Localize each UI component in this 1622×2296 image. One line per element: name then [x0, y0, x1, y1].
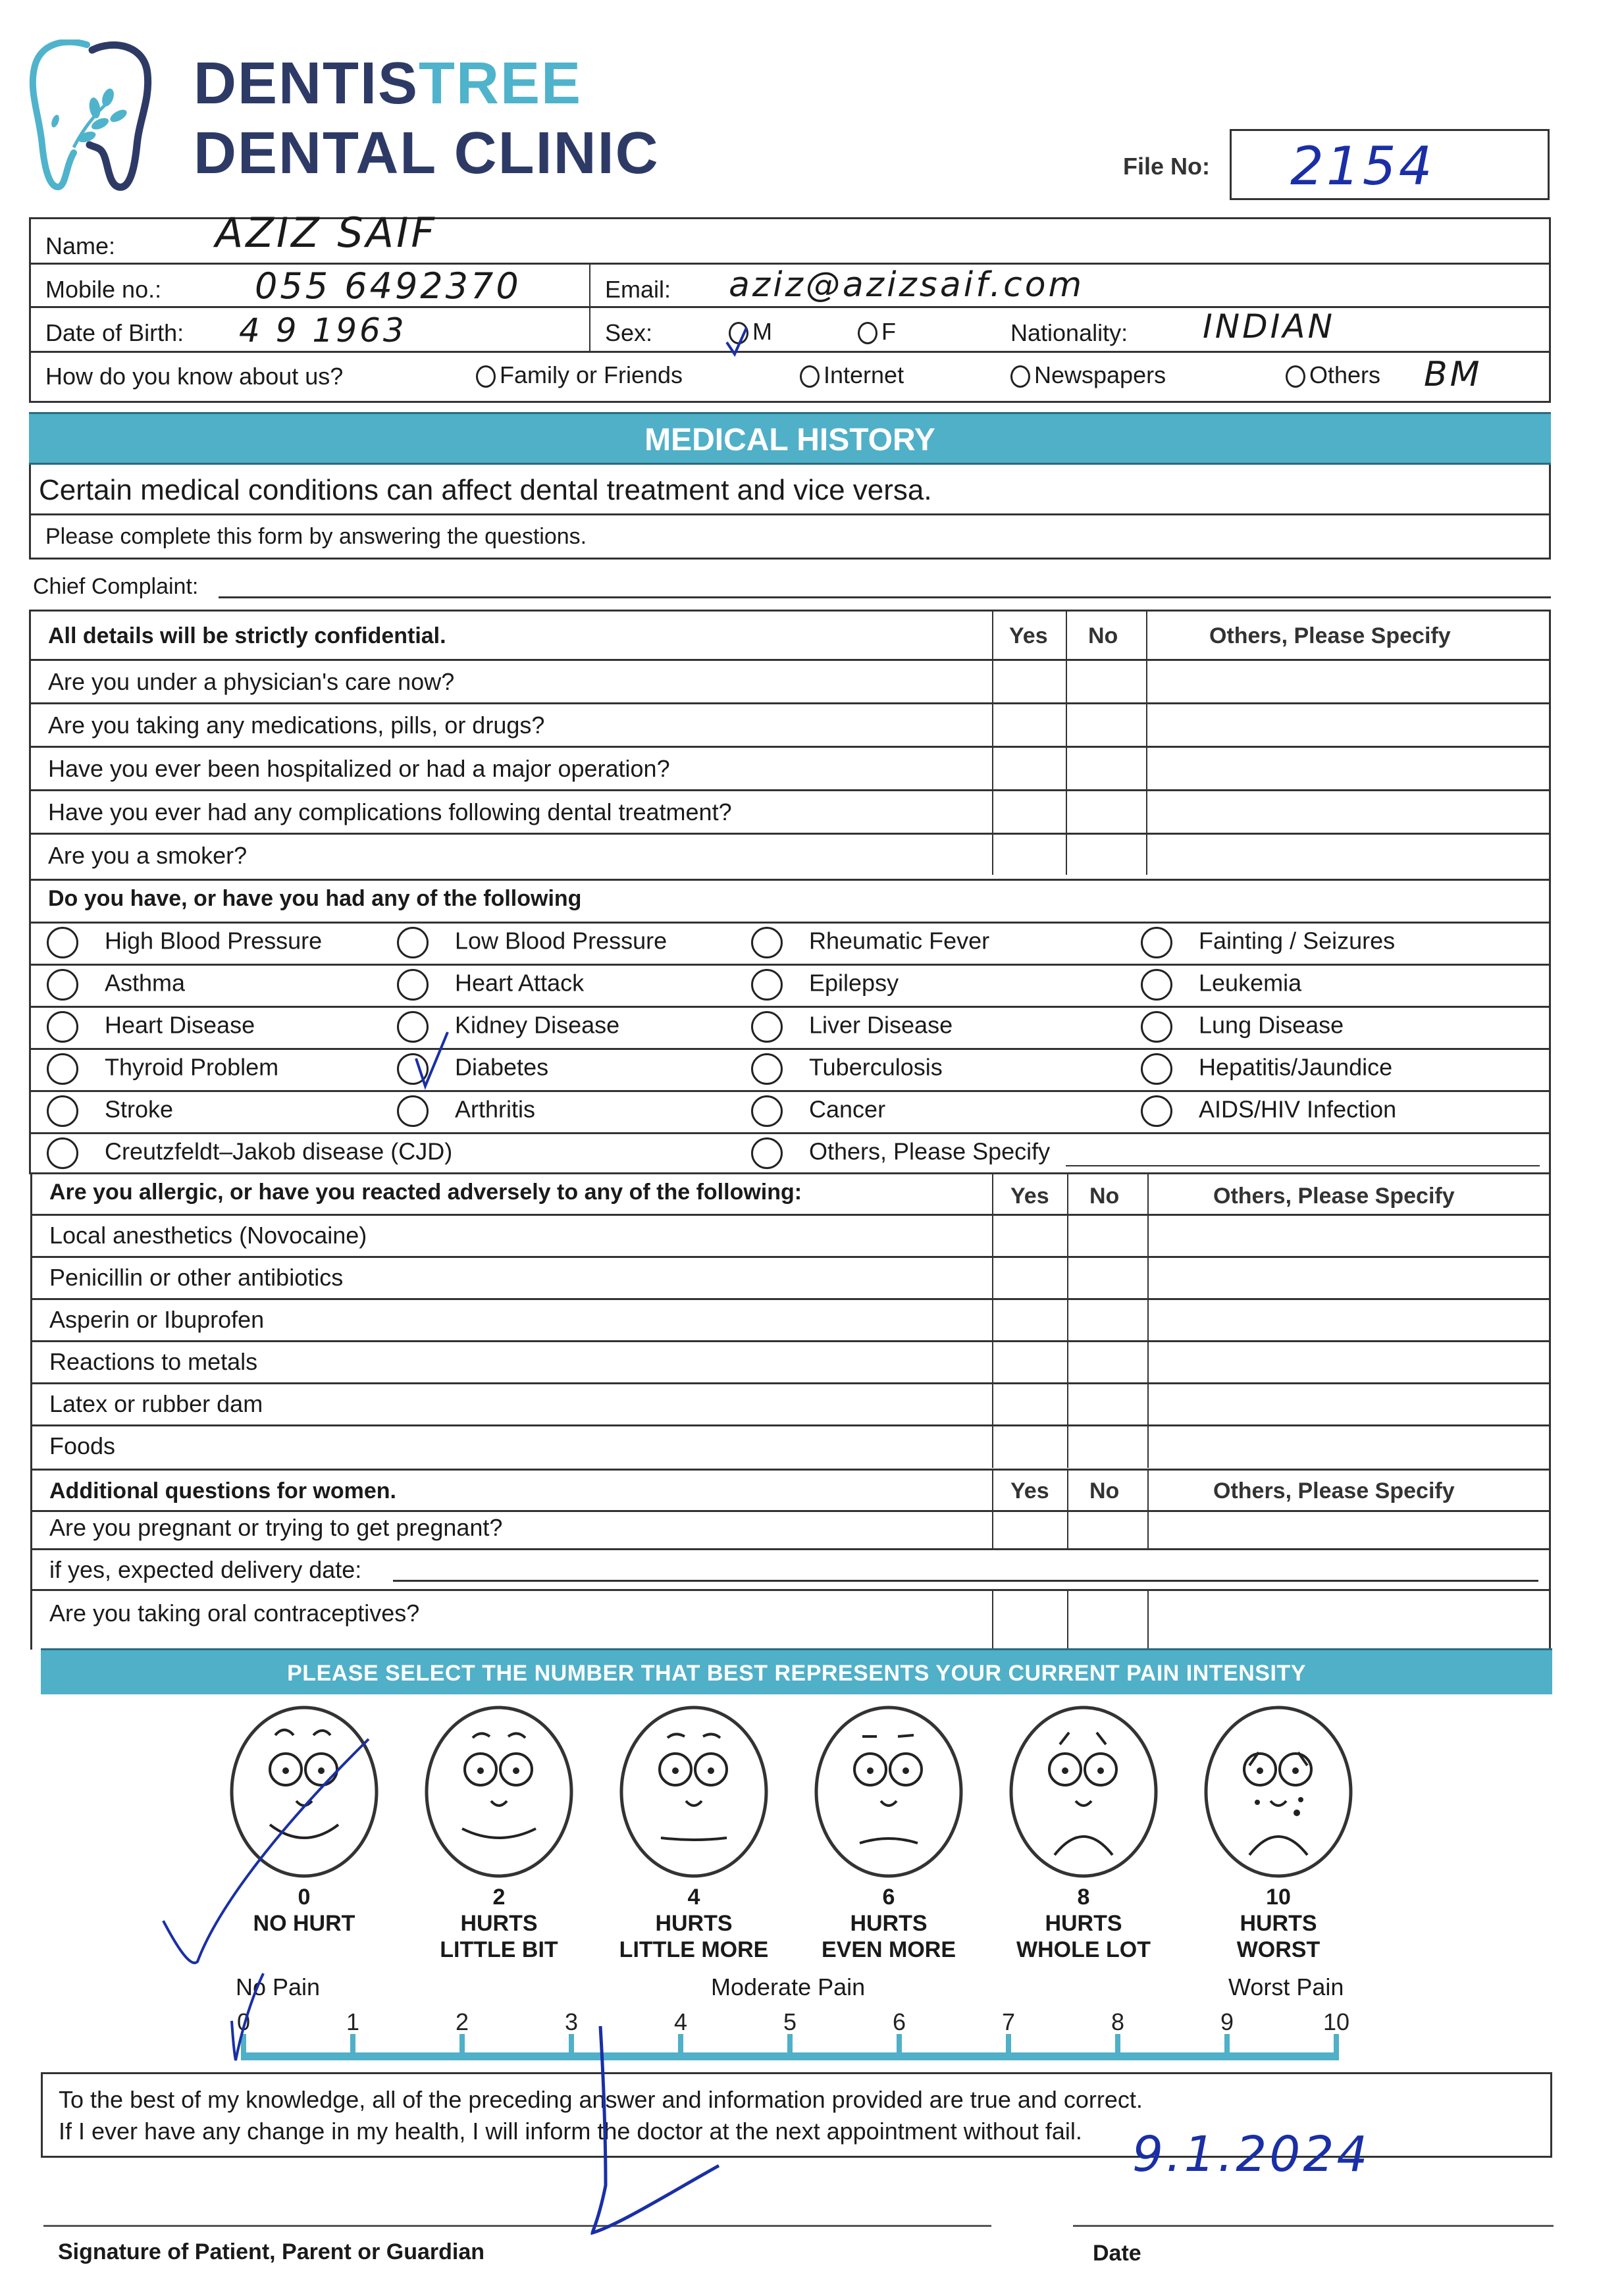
- scale-label-worst-pain: Worst Pain: [1228, 1973, 1344, 2000]
- yes-cell[interactable]: [993, 748, 1064, 787]
- divider: [1067, 1510, 1068, 1548]
- scale-number-2: 2: [455, 2008, 469, 2035]
- referral-option-family[interactable]: Family or Friends: [476, 361, 683, 389]
- scale-label-moderate-pain: Moderate Pain: [711, 1973, 866, 2000]
- col-no: No: [1089, 1184, 1120, 1209]
- no-cell[interactable]: [1070, 1216, 1146, 1254]
- pain-face-6-score: 6: [882, 1885, 895, 1910]
- scale-number-3: 3: [564, 2008, 579, 2035]
- condition-option[interactable]: Heart Attack: [397, 969, 584, 1001]
- yes-cell[interactable]: [993, 1216, 1066, 1254]
- radio-icon[interactable]: [1010, 365, 1030, 388]
- radio-icon[interactable]: [47, 1137, 78, 1169]
- medical-history-banner: MEDICAL HISTORY: [29, 412, 1551, 465]
- pain-face-4-label-2: LITTLE MORE: [619, 1937, 769, 1962]
- condition-option-others[interactable]: Others, Please Specify: [751, 1137, 1050, 1169]
- scale-tick-8[interactable]: [1115, 2034, 1120, 2060]
- divider: [1067, 1589, 1068, 1650]
- allergy-row: Foods: [49, 1432, 116, 1459]
- col-yes: Yes: [1010, 1478, 1049, 1503]
- radio-icon[interactable]: [397, 1095, 429, 1127]
- yes-cell[interactable]: [993, 1426, 1066, 1465]
- scale-number-10: 10: [1322, 2008, 1350, 2035]
- divider: [589, 263, 590, 351]
- col-no: No: [1088, 623, 1118, 648]
- referral-label: How do you know about us?: [45, 363, 344, 390]
- condition-option[interactable]: Kidney Disease: [397, 1011, 619, 1043]
- condition-option[interactable]: Low Blood Pressure: [397, 927, 667, 958]
- scale-label-no-pain: No Pain: [236, 1973, 321, 2000]
- radio-icon[interactable]: [1141, 1053, 1172, 1085]
- no-cell[interactable]: [1070, 1342, 1146, 1380]
- col-no: No: [1089, 1478, 1120, 1503]
- radio-icon[interactable]: [397, 1011, 429, 1043]
- question-row: Are you taking any medications, pills, or drugs?: [48, 712, 545, 739]
- condition-option[interactable]: Lung Disease: [1141, 1011, 1344, 1043]
- radio-icon[interactable]: [751, 927, 783, 958]
- divider: [31, 351, 1549, 353]
- condition-option[interactable]: Arthritis: [397, 1095, 535, 1127]
- no-cell[interactable]: [1068, 791, 1145, 831]
- date-label: Date: [1093, 2241, 1141, 2266]
- scale-number-5: 5: [783, 2008, 797, 2035]
- scale-tick-4[interactable]: [678, 2034, 683, 2060]
- scale-tick-10[interactable]: [1334, 2034, 1339, 2060]
- pain-face-6-label-1: HURTS: [850, 1911, 928, 1936]
- dob-label: Date of Birth:: [45, 319, 184, 346]
- radio-icon[interactable]: [1141, 969, 1172, 1001]
- radio-icon[interactable]: [800, 365, 820, 388]
- radio-icon[interactable]: [397, 927, 429, 958]
- mobile-field[interactable]: 055 6492370: [255, 265, 521, 307]
- pain-intensity-banner: PLEASE SELECT THE NUMBER THAT BEST REPRESENTS YOUR CURRENT PAIN INTENSITY: [41, 1648, 1552, 1694]
- radio-icon[interactable]: [1286, 365, 1305, 388]
- women-question-pregnant: Are you pregnant or trying to get pregnant?: [49, 1514, 503, 1541]
- scale-number-8: 8: [1111, 2008, 1125, 2035]
- scale-tick-6[interactable]: [897, 2034, 902, 2060]
- yes-cell[interactable]: [993, 704, 1064, 744]
- dob-field[interactable]: 4 9 1963: [239, 311, 407, 350]
- women-questions-table: [30, 1471, 1551, 1650]
- instruction-text: Please complete this form by answering the questions.: [45, 524, 587, 549]
- women-question-contraceptives: Are you taking oral contraceptives?: [49, 1600, 420, 1627]
- conditions-table: [29, 879, 1551, 1174]
- email-field[interactable]: aziz@azizsaif.com: [729, 265, 1085, 305]
- col-yes: Yes: [1010, 1184, 1049, 1209]
- condition-option[interactable]: Rheumatic Fever: [751, 927, 989, 958]
- divider: [32, 1548, 1549, 1550]
- date-value: 9.1.2024: [1132, 2126, 1371, 2183]
- nationality-field[interactable]: INDIAN: [1203, 307, 1336, 346]
- delivery-date-field[interactable]: [393, 1580, 1538, 1582]
- scale-tick-2[interactable]: [459, 2034, 465, 2060]
- mobile-label: Mobile no.:: [45, 276, 162, 303]
- no-cell[interactable]: [1068, 661, 1145, 700]
- no-cell[interactable]: [1070, 1300, 1146, 1338]
- divider: [1147, 1589, 1149, 1650]
- referral-option-internet[interactable]: Internet: [800, 361, 904, 389]
- scale-number-7: 7: [1001, 2008, 1016, 2035]
- chief-complaint-label: Chief Complaint:: [33, 574, 199, 599]
- allergy-row: Local anesthetics (Novocaine): [49, 1222, 367, 1249]
- divider: [1067, 1471, 1068, 1514]
- clinic-name: DENTISTREE: [194, 51, 583, 117]
- condition-option[interactable]: Fainting / Seizures: [1141, 927, 1395, 958]
- sex-label: Sex:: [605, 319, 653, 346]
- scale-tick-0[interactable]: [241, 2034, 246, 2060]
- scale-tick-9[interactable]: [1224, 2034, 1230, 2060]
- scale-tick-5[interactable]: [787, 2034, 793, 2060]
- scale-number-9: 9: [1220, 2008, 1234, 2035]
- pain-face-4-icon[interactable]: [621, 1708, 766, 1876]
- nationality-label: Nationality:: [1010, 319, 1128, 346]
- declaration-line-2: If I ever have any change in my health, I will inform the doctor at the next appointment without fail.: [59, 2118, 1082, 2145]
- pain-face-8-label-2: WHOLE LOT: [1016, 1937, 1151, 1962]
- scale-tick-7[interactable]: [1006, 2034, 1011, 2060]
- no-cell[interactable]: [1070, 1384, 1146, 1422]
- pain-face-2-label-2: LITTLE BIT: [440, 1937, 558, 1962]
- yes-cell[interactable]: [993, 1384, 1066, 1422]
- condition-option[interactable]: Thyroid Problem: [47, 1053, 278, 1085]
- pain-face-2-icon[interactable]: [427, 1708, 571, 1876]
- allergy-row: Penicillin or other antibiotics: [49, 1264, 344, 1291]
- chief-complaint-field[interactable]: [219, 596, 1551, 598]
- no-cell[interactable]: [1070, 1258, 1146, 1296]
- no-cell[interactable]: [1070, 1426, 1146, 1465]
- radio-icon[interactable]: [729, 322, 748, 344]
- yes-cell[interactable]: [993, 661, 1064, 700]
- other-specify-cell[interactable]: [1149, 835, 1548, 874]
- general-questions-header: All details will be strictly confidential.: [48, 623, 446, 648]
- condition-option[interactable]: Liver Disease: [751, 1011, 953, 1043]
- condition-option[interactable]: Hepatitis/Jaundice: [1141, 1053, 1392, 1085]
- col-other: Others, Please Specify: [1209, 623, 1451, 648]
- condition-option[interactable]: Heart Disease: [47, 1011, 255, 1043]
- radio-icon[interactable]: [47, 927, 78, 958]
- yes-cell[interactable]: [993, 791, 1064, 831]
- other-specify-cell[interactable]: [1149, 791, 1548, 831]
- radio-icon[interactable]: [397, 1053, 429, 1085]
- pain-face-10-icon[interactable]: [1206, 1708, 1351, 1876]
- other-specify-cell[interactable]: [1150, 1384, 1548, 1422]
- allergy-row: Latex or rubber dam: [49, 1390, 263, 1417]
- divider: [1147, 1510, 1149, 1548]
- radio-icon[interactable]: [1141, 1011, 1172, 1043]
- referral-option-newspapers[interactable]: Newspapers: [1010, 361, 1166, 389]
- divider: [31, 1132, 1549, 1134]
- condition-option[interactable]: Diabetes: [397, 1053, 548, 1085]
- scale-tick-1[interactable]: [350, 2034, 355, 2060]
- other-specify-cell[interactable]: [1150, 1258, 1548, 1296]
- divider: [32, 1589, 1549, 1591]
- pain-number-scale[interactable]: [224, 2001, 1382, 2067]
- radio-icon[interactable]: [47, 1011, 78, 1043]
- other-specify-cell[interactable]: [1150, 1426, 1548, 1465]
- divider: [1147, 1471, 1149, 1514]
- referral-others-field[interactable]: BM: [1424, 355, 1482, 394]
- condition-option[interactable]: Tuberculosis: [751, 1053, 943, 1085]
- radio-icon[interactable]: [47, 969, 78, 1001]
- allergies-table: [30, 1174, 1551, 1471]
- pain-face-4-score: 4: [687, 1885, 700, 1910]
- no-cell[interactable]: [1068, 704, 1145, 744]
- file-no-value: 2154: [1290, 136, 1435, 197]
- allergy-row: Asperin or Ibuprofen: [49, 1306, 265, 1333]
- pain-face-4-label-1: HURTS: [655, 1911, 733, 1936]
- pain-face-2-score: 2: [492, 1885, 506, 1910]
- declaration-line-1: To the best of my knowledge, all of the preceding answer and information provided are true and correct.: [59, 2086, 1143, 2113]
- file-no-label: File No:: [1123, 153, 1210, 180]
- pain-face-0-icon[interactable]: [232, 1708, 377, 1876]
- pain-face-6-label-2: EVEN MORE: [821, 1937, 956, 1962]
- referral-option-others[interactable]: Others: [1286, 361, 1380, 389]
- col-other: Others, Please Specify: [1213, 1184, 1455, 1209]
- pain-face-10-label-2: WORST: [1236, 1937, 1321, 1962]
- general-questions-table: [29, 610, 1551, 881]
- condition-option[interactable]: Creutzfeldt–Jakob disease (CJD): [47, 1137, 452, 1169]
- clinic-subtitle: DENTAL CLINIC: [194, 120, 660, 186]
- tooth-with-leaves-icon: [26, 39, 158, 197]
- radio-icon[interactable]: [397, 969, 429, 1001]
- patient-info-table: [29, 209, 1551, 403]
- divider: [1146, 612, 1147, 875]
- other-specify-cell[interactable]: [1150, 1216, 1548, 1254]
- intro-text: Certain medical conditions can affect dental treatment and vice versa.: [39, 474, 932, 506]
- conditions-header: Do you have, or have you had any of the following: [48, 886, 582, 911]
- signature-field[interactable]: [43, 2225, 991, 2227]
- intro-box: [29, 465, 1551, 560]
- date-field[interactable]: [1073, 2225, 1554, 2227]
- condition-option[interactable]: High Blood Pressure: [47, 927, 322, 958]
- radio-icon[interactable]: [858, 322, 877, 344]
- no-cell[interactable]: [1068, 835, 1145, 874]
- yes-cell[interactable]: [993, 1342, 1066, 1380]
- scale-tick-3[interactable]: [569, 2034, 574, 2060]
- radio-icon[interactable]: [476, 365, 496, 388]
- divider: [32, 1510, 1549, 1512]
- pain-face-10-label-1: HURTS: [1240, 1911, 1317, 1936]
- divider: [31, 1048, 1549, 1050]
- radio-icon[interactable]: [751, 969, 783, 1001]
- condition-option[interactable]: Leukemia: [1141, 969, 1301, 1001]
- yes-cell[interactable]: [993, 1300, 1066, 1338]
- divider: [31, 922, 1549, 924]
- pain-face-0-score: 0: [298, 1885, 311, 1910]
- divider: [31, 964, 1549, 966]
- radio-icon[interactable]: [751, 1137, 783, 1169]
- other-specify-cell[interactable]: [1149, 661, 1548, 700]
- divider: [992, 1510, 993, 1548]
- other-specify-cell[interactable]: [1149, 748, 1548, 787]
- other-specify-cell[interactable]: [1149, 704, 1548, 744]
- other-specify-cell[interactable]: [1150, 1300, 1548, 1338]
- question-row: Are you a smoker?: [48, 842, 248, 869]
- divider: [31, 1006, 1549, 1008]
- radio-icon[interactable]: [1141, 1095, 1172, 1127]
- radio-icon[interactable]: [751, 1095, 783, 1127]
- divider: [31, 263, 1549, 265]
- scale-number-6: 6: [892, 2008, 906, 2035]
- pain-face-10-score: 10: [1266, 1885, 1291, 1910]
- col-yes: Yes: [1009, 623, 1048, 648]
- scale-number-4: 4: [673, 2008, 688, 2035]
- sex-option-m[interactable]: M: [729, 318, 772, 346]
- pain-face-2-label-1: HURTS: [460, 1911, 538, 1936]
- condition-option[interactable]: Asthma: [47, 969, 185, 1001]
- pain-faces: [197, 1705, 1382, 1883]
- pain-face-6-icon[interactable]: [816, 1708, 961, 1876]
- col-other: Others, Please Specify: [1213, 1478, 1455, 1503]
- pain-face-8-label-1: HURTS: [1045, 1911, 1122, 1936]
- question-row: Have you ever been hospitalized or had a major operation?: [48, 755, 670, 782]
- radio-icon[interactable]: [47, 1053, 78, 1085]
- question-row: Are you under a physician's care now?: [48, 668, 455, 695]
- sex-option-f[interactable]: F: [858, 318, 896, 346]
- allergies-header: Are you allergic, or have you reacted adversely to any of the following:: [49, 1180, 802, 1205]
- yes-cell[interactable]: [993, 835, 1064, 874]
- other-conditions-field[interactable]: [1066, 1165, 1540, 1166]
- condition-option[interactable]: Stroke: [47, 1095, 173, 1127]
- pain-face-0-label-1: NO HURT: [253, 1911, 355, 1936]
- divider: [31, 1090, 1549, 1092]
- condition-option[interactable]: Epilepsy: [751, 969, 899, 1001]
- divider: [992, 1589, 993, 1650]
- divider: [1066, 612, 1067, 875]
- allergy-row: Reactions to metals: [49, 1348, 258, 1375]
- question-row: Have you ever had any complications following dental treatment?: [48, 798, 732, 825]
- name-field[interactable]: AZIZ SAIF: [215, 209, 438, 257]
- women-question-delivery-date: if yes, expected delivery date:: [49, 1556, 362, 1583]
- radio-icon[interactable]: [47, 1095, 78, 1127]
- scale-number-0: 0: [236, 2008, 251, 2035]
- condition-option[interactable]: Cancer: [751, 1095, 885, 1127]
- radio-icon[interactable]: [751, 1053, 783, 1085]
- name-label: Name:: [45, 232, 116, 259]
- radio-icon[interactable]: [751, 1011, 783, 1043]
- signature-label: Signature of Patient, Parent or Guardian: [58, 2239, 484, 2264]
- no-cell[interactable]: [1068, 748, 1145, 787]
- divider: [992, 1471, 993, 1514]
- email-label: Email:: [605, 276, 671, 303]
- scale-number-1: 1: [346, 2008, 360, 2035]
- divider: [31, 513, 1549, 515]
- radio-icon[interactable]: [1141, 927, 1172, 958]
- women-header: Additional questions for women.: [49, 1478, 396, 1503]
- pain-face-8-score: 8: [1077, 1885, 1090, 1910]
- pain-face-8-icon[interactable]: [1011, 1708, 1156, 1876]
- yes-cell[interactable]: [993, 1258, 1066, 1296]
- other-specify-cell[interactable]: [1150, 1342, 1548, 1380]
- condition-option[interactable]: AIDS/HIV Infection: [1141, 1095, 1396, 1127]
